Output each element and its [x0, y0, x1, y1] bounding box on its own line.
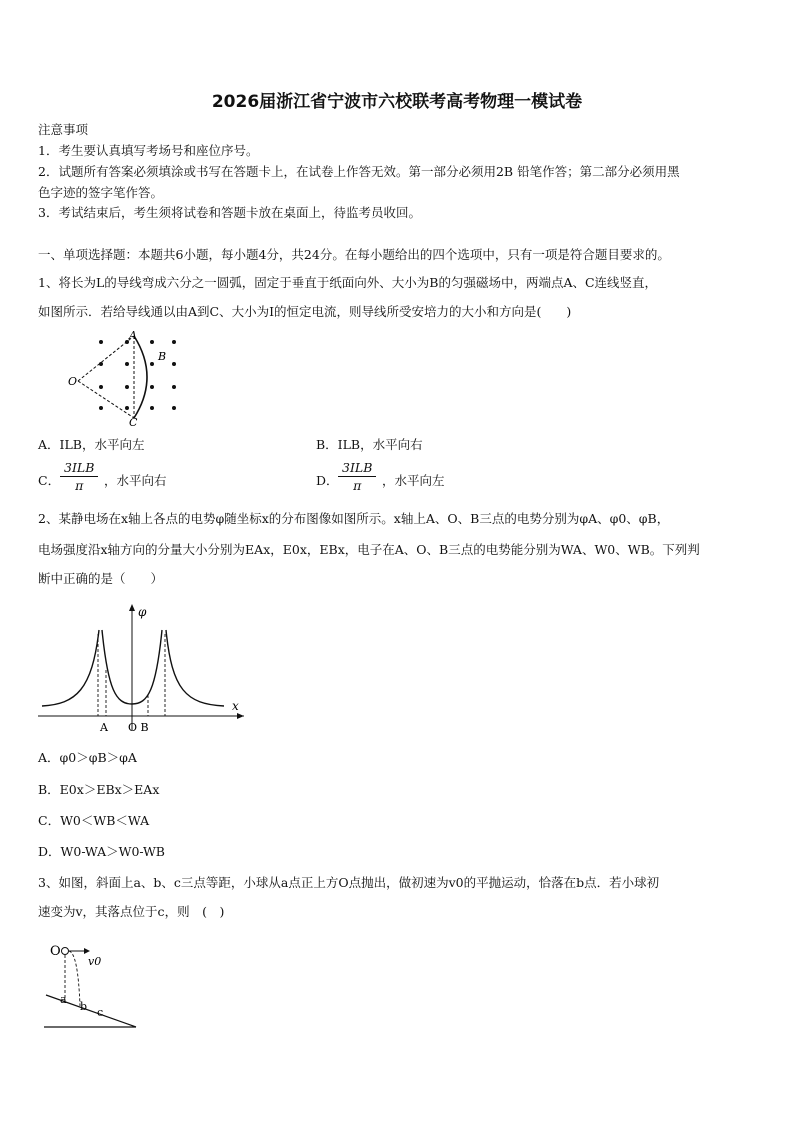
q2-label-phi: φ	[138, 605, 147, 619]
q2-figure-potential-graph	[36, 600, 251, 735]
q3-label-O: O	[50, 944, 61, 959]
q2-stem: 断中正确的是（ ）	[38, 571, 164, 586]
q3-label-b: b	[80, 1000, 88, 1013]
q1-label-B: B	[158, 350, 167, 363]
q1-label-O: O	[68, 375, 78, 388]
q1-option-a: A．ILB，水平向左	[38, 437, 145, 452]
q1-option-b: B．ILB，水平向右	[316, 437, 423, 452]
notice-item: 3．考试结束后，考生须将试卷和答题卡放在桌面上，待监考员收回。	[38, 205, 421, 220]
q3-figure-projectile-incline	[40, 935, 145, 1035]
q3-label-a: a	[60, 993, 67, 1006]
q2-option-c: C．W0＜WB＜WA	[38, 813, 150, 828]
notice-item: 色字迹的签字笔作答。	[38, 185, 164, 200]
q2-tick-A: A	[100, 721, 108, 734]
notice-heading: 注意事项	[38, 122, 89, 137]
q3-stem: 3、如图，斜面上a、b、c三点等距，小球从a点正上方O点抛出，做初速为v0的平抛运动，恰落在b点．若小球初	[38, 875, 660, 890]
q3-label-c: c	[97, 1006, 104, 1019]
q2-stem: 电场强度沿x轴方向的分量大小分别为EAx，E0x，EBx，电子在A、O、B三点的电势能分别为WA、W0、WB。下列判	[38, 542, 700, 557]
q2-tick-OB: O B	[128, 721, 149, 734]
q2-option-d: D．W0-WA＞W0-WB	[38, 844, 165, 859]
q3-stem: 速变为v，其落点位于c，则 ( )	[38, 904, 225, 919]
notice-item: 2．试题所有答案必须填涂或书写在答题卡上，在试卷上作答无效。第一部分必须用2B 铅笔作答；第二部分必须用黑	[38, 164, 680, 179]
q2-label-x: x	[232, 699, 239, 713]
q1-figure-magnetic-field-arc	[60, 328, 200, 428]
q1-label-A: A	[129, 329, 137, 342]
notice-item: 1．考生要认真填写考场号和座位序号。	[38, 143, 259, 158]
page-title: 2026届浙江省宁波市六校联考高考物理一模试卷	[211, 92, 583, 112]
q2-option-a: A．φ0＞φB＞φA	[38, 750, 137, 765]
section-heading: 一、单项选择题：本题共6小题，每小题4分，共24分。在每小题给出的四个选项中，只有一项是符合题目要求的。	[38, 247, 670, 262]
q1-label-C: C	[129, 416, 138, 428]
q2-option-b: B．E0x＞EBx＞EAx	[38, 782, 160, 797]
q1-stem: 1、将长为L的导线弯成六分之一圆弧，固定于垂直于纸面向外、大小为B的匀强磁场中，两端点A、C连线竖直，	[38, 275, 658, 290]
q2-stem: 2、某静电场在x轴上各点的电势φ随坐标x的分布图像如图所示。x轴上A、O、B三点的电势分别为φA、φ0、φB，	[38, 511, 670, 526]
q1-stem: 如图所示．若给导线通以由A到C、大小为I的恒定电流，则导线所受安培力的大小和方向是( )	[38, 304, 572, 319]
q3-label-v0: v0	[88, 955, 102, 968]
